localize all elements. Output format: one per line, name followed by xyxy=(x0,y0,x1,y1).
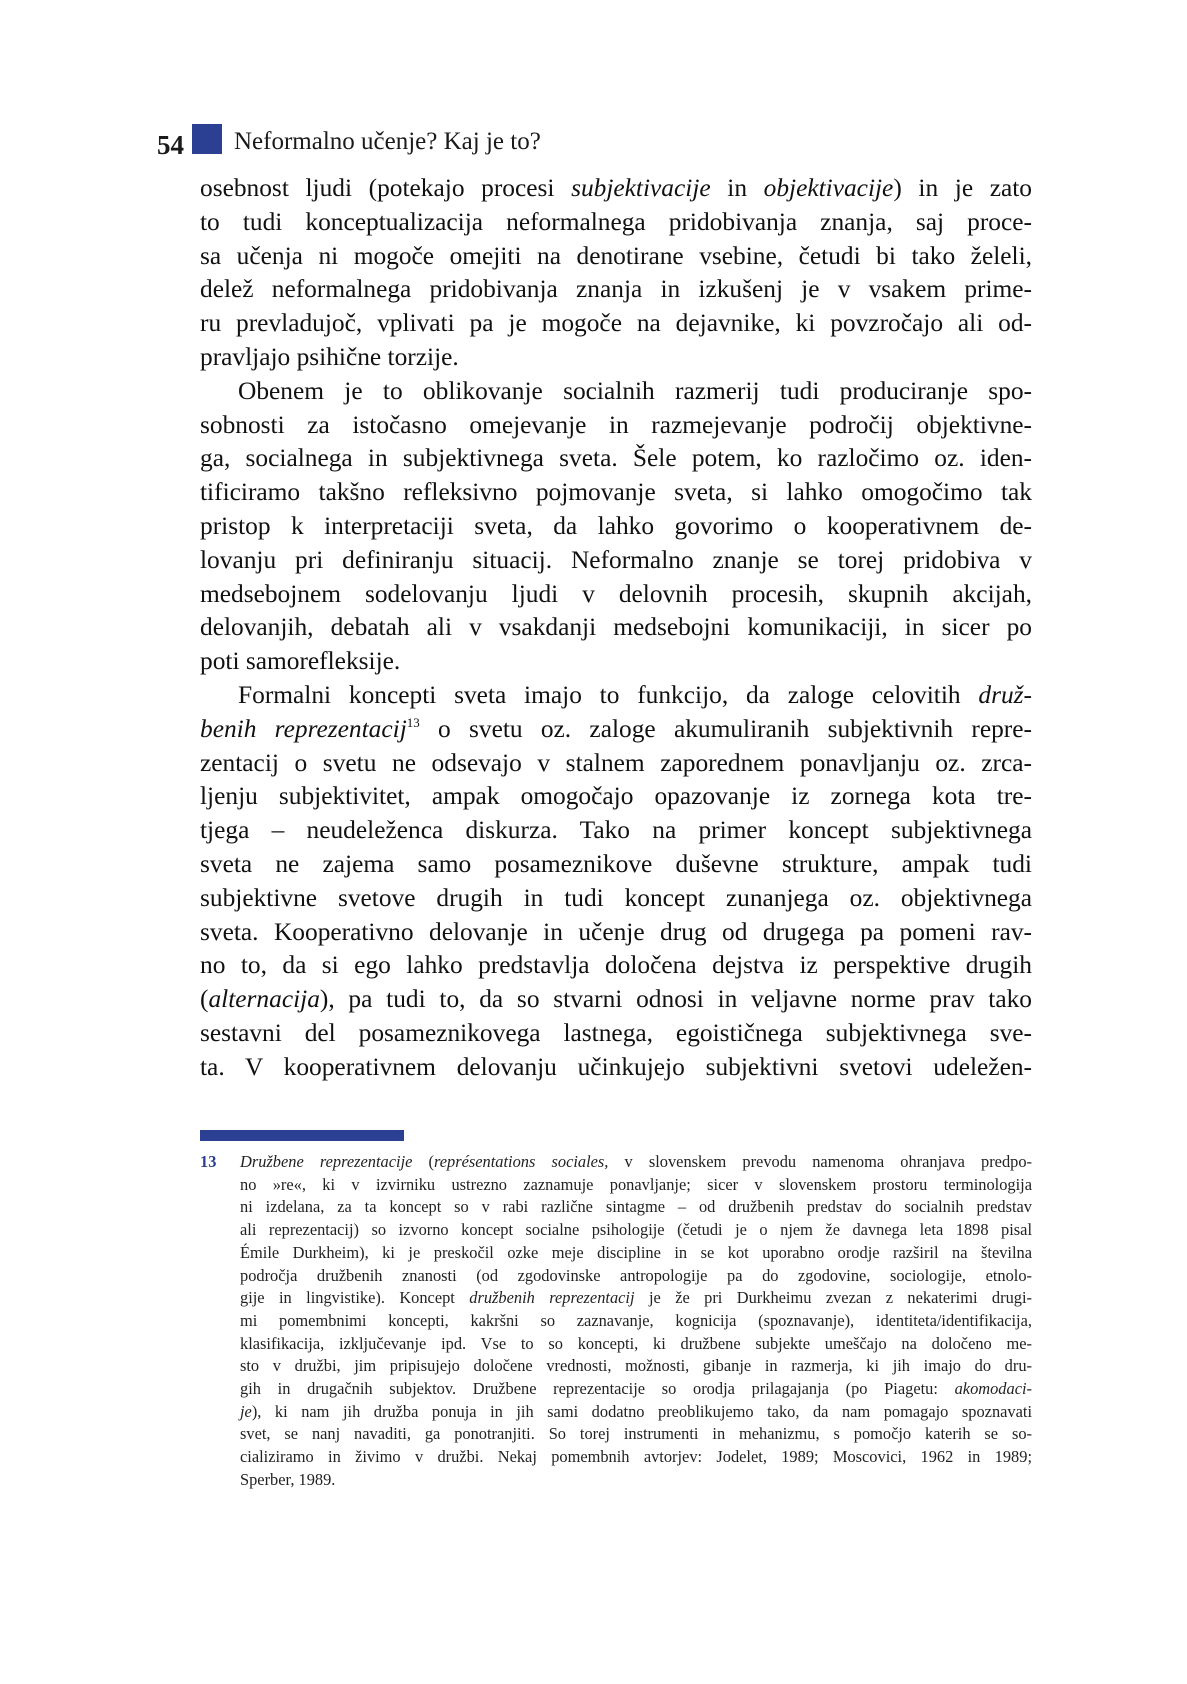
text-run: alternacija xyxy=(208,985,320,1014)
text-run: o svetu oz. zaloge akumuliranih subjektivnih repre- xyxy=(419,714,1032,743)
body-line-text xyxy=(200,273,1032,307)
text-run: ali reprezentacij) so izvorno koncept socialne psihologije (četudi je o njem že davnega leta 1898 pisal xyxy=(240,1220,1032,1240)
body-line xyxy=(200,1017,1032,1051)
text-run: no to, da si ego lahko predstavlja določena dejstva iz perspektive drugih xyxy=(200,951,1032,980)
footnote-line xyxy=(240,1196,1032,1219)
text-run: ( xyxy=(200,985,209,1014)
blue-square-marker-icon xyxy=(192,124,222,154)
text-run: je xyxy=(240,1401,252,1421)
body-line-text xyxy=(200,882,1032,916)
body-line xyxy=(200,679,1032,713)
text-run: pravljajo psihične torzije. xyxy=(200,342,459,371)
body-line-text xyxy=(200,1051,1032,1085)
page-number: 54 xyxy=(157,130,184,160)
text-run: je že pri Durkheimu zvezan z nekaterimi drugi- xyxy=(634,1288,1032,1308)
text-run: ni izdelana, za ta koncept so v rabi različne sintagme – od družbenih predstav do socialnih predstav xyxy=(240,1197,1032,1217)
text-run: objektivacije xyxy=(763,174,894,202)
body-line-text xyxy=(200,949,1032,983)
footnote-line xyxy=(240,1446,1032,1469)
text-run: klasifikacija, izključevanje ipd. Vse to so koncepti, ki družbene subjekte umeščajo na določeno me- xyxy=(240,1333,1032,1353)
body-line-text xyxy=(238,375,1032,409)
footnote-line xyxy=(240,1242,1032,1265)
body-line xyxy=(200,172,1032,206)
text-run: ljenju subjektivitet, ampak omogočajo opazovanje iz zornega kota tre- xyxy=(200,782,1032,811)
body-line xyxy=(200,611,1032,645)
body-line-text xyxy=(200,645,1032,679)
body-line-text xyxy=(200,307,1032,341)
text-run: sa učenja ni mogoče omejiti na denotirane vsebine, četudi bi tako želeli, xyxy=(200,241,1032,270)
footnote-line xyxy=(240,1423,1032,1446)
text-run: sobnosti za istočasno omejevanje in razmejevanje področij objektivne- xyxy=(200,410,1032,439)
body-line xyxy=(200,273,1032,307)
text-run: gije in lingvistike). Koncept xyxy=(240,1288,470,1308)
running-title: Neformalno učenje? Kaj je to? xyxy=(234,128,541,155)
body-line xyxy=(200,307,1032,341)
text-run: ), ki nam jih družba ponuja in jih sami dodatno preoblikujemo tako, da nam pomagajo spoznavati xyxy=(251,1401,1032,1421)
text-run: ), pa tudi to, da so stvarni odnosi in veljavne norme prav tako xyxy=(319,985,1032,1014)
page-header xyxy=(157,118,541,160)
text-run: Obenem je to oblikovanje socialnih razmerij tudi produciranje spo- xyxy=(238,376,1032,405)
text-run: cializiramo in živimo v družbi. Nekaj pomembnih avtorjev: Jodelet, 1989; Moscovici, 1962 in 1989; xyxy=(240,1447,1032,1467)
text-run: mi pomembnimi koncepti, kakršni so zaznavanje, kognicija (spoznavanje), identiteta/identifikacija, xyxy=(240,1310,1032,1330)
footnote-line xyxy=(240,1355,1032,1378)
body-line xyxy=(200,1051,1032,1085)
text-run: représentations sociales, xyxy=(434,1152,609,1171)
body-line-text xyxy=(200,814,1032,848)
text-run: ( xyxy=(412,1152,434,1171)
text-run: poti samorefleksije. xyxy=(200,647,401,676)
footnote-line xyxy=(240,1469,1032,1492)
footnote-line xyxy=(240,1378,1032,1401)
body-line-text xyxy=(200,510,1032,544)
body-line-text xyxy=(200,206,1032,240)
footnote-13 xyxy=(200,1151,1032,1492)
body-line xyxy=(200,814,1032,848)
body-text xyxy=(200,172,1032,1085)
body-line-text xyxy=(200,578,1032,612)
body-line xyxy=(200,949,1032,983)
body-line xyxy=(200,240,1032,274)
footnote-separator-rule xyxy=(200,1130,404,1141)
footnote-line xyxy=(240,1219,1032,1242)
footnote-line xyxy=(240,1333,1032,1356)
text-run: subjektivacije xyxy=(571,174,711,202)
text-run: to tudi konceptualizacija neformalnega pridobivanja znanja, saj proce- xyxy=(200,207,1032,236)
text-run: ) in je zato xyxy=(893,174,1032,202)
body-line xyxy=(200,544,1032,578)
footnote-reference-link[interactable]: 13 xyxy=(406,714,420,730)
body-line xyxy=(200,848,1032,882)
text-run: lovanju pri definiranju situacij. Neformalno znanje se torej pridobiva v xyxy=(200,545,1032,574)
text-run: subjektivne svetove drugih in tudi koncept zunanjega oz. objektivnega xyxy=(200,883,1032,912)
text-run: gih in drugačnih subjektov. Družbene reprezentacije so orodja prilagajanja (po Piagetu: xyxy=(240,1379,955,1399)
text-run: no »re«, ki v izvirniku ustrezno zaznamuje ponavljanje; sicer v slovenskem prostoru terminologija xyxy=(240,1174,1032,1194)
body-line-text xyxy=(200,240,1032,274)
body-line-text xyxy=(200,1017,1032,1051)
body-line-text xyxy=(200,442,1032,476)
body-line xyxy=(200,882,1032,916)
body-line-text xyxy=(200,172,1032,206)
footnote-line xyxy=(240,1174,1032,1197)
footnote-line xyxy=(240,1151,1032,1174)
body-line-text xyxy=(200,747,1032,781)
body-line xyxy=(200,780,1032,814)
text-run: tificiramo takšno refleksivno pojmovanje sveta, si lahko omogočimo tak xyxy=(200,478,1032,507)
text-run: sveta ne zajema samo posameznikove duševne strukture, ampak tudi xyxy=(200,849,1032,878)
text-run: ga, socialnega in subjektivnega sveta. Šele potem, ko razločimo oz. iden- xyxy=(200,444,1032,473)
footnote-text xyxy=(240,1151,1032,1492)
text-run: druž- xyxy=(978,680,1032,709)
text-run: akomodaci- xyxy=(954,1379,1032,1399)
footnote-line xyxy=(240,1401,1032,1424)
body-line-text xyxy=(200,780,1032,814)
text-run: Sperber, 1989. xyxy=(240,1469,336,1489)
body-line-text xyxy=(200,713,1032,747)
text-run: tjega – neudeleženca diskurza. Tako na primer koncept subjektivnega xyxy=(200,816,1032,845)
text-run: in xyxy=(710,174,764,202)
text-run: ta. V kooperativnem delovanju učinkujejo subjektivni svetovi udeležen- xyxy=(200,1052,1032,1081)
text-run: družbenih reprezentacij xyxy=(469,1288,635,1308)
body-line-text xyxy=(200,409,1032,443)
text-run: sto v družbi, jim pripisujejo določene vrednosti, možnosti, gibanje in razmerja, ki jih imajo do dru- xyxy=(240,1356,1032,1376)
body-line-text xyxy=(200,916,1032,950)
text-run: Družbene reprezentacije xyxy=(240,1152,413,1171)
text-run: zentacij o svetu ne odsevajo v stalnem zaporednem ponavljanju oz. zrca- xyxy=(200,748,1032,777)
text-run: Formalni koncepti sveta imajo to funkcijo, da zaloge celovitih xyxy=(238,680,979,709)
body-line xyxy=(200,476,1032,510)
body-line xyxy=(200,578,1032,612)
text-run: benih reprezentacij xyxy=(200,714,407,743)
body-line-text xyxy=(238,679,1032,713)
body-line xyxy=(200,916,1032,950)
body-line xyxy=(200,341,1032,375)
footnote-number: 13 xyxy=(200,1152,217,1171)
footnote-line xyxy=(240,1310,1032,1333)
body-line xyxy=(200,713,1032,747)
text-run: sveta. Kooperativno delovanje in učenje drug od drugega pa pomeni rav- xyxy=(200,917,1032,946)
body-line xyxy=(200,442,1032,476)
text-run: svet, se nanj navaditi, ga ponotranjiti. So torej instrumenti in mehanizmu, s pomočjo katerih se so- xyxy=(240,1424,1032,1444)
body-line-text xyxy=(200,611,1032,645)
body-line-text xyxy=(200,544,1032,578)
text-run: medsebojnem sodelovanju ljudi v delovnih procesih, skupnih akcijah, xyxy=(200,579,1032,608)
text-run: ru prevladujoč, vplivati pa je mogoče na dejavnike, ki povzročajo ali od- xyxy=(200,309,1032,338)
body-line xyxy=(200,409,1032,443)
body-line xyxy=(200,510,1032,544)
text-run: osebnost ljudi (potekajo procesi xyxy=(200,174,572,202)
body-line xyxy=(200,983,1032,1017)
text-run: Émile Durkheim), ki je preskočil ozke meje discipline in se kot uporabno orodje razširil na številna xyxy=(240,1242,1032,1262)
text-run: v slovenskem prevodu namenoma ohranjava predpo- xyxy=(608,1152,1032,1171)
text-run: delovanjih, debatah ali v vsakdanji medsebojni komunikaciji, in sicer po xyxy=(200,613,1032,642)
text-run: delež neformalnega pridobivanja znanja in izkušenj je v vsakem prime- xyxy=(200,275,1032,304)
text-run: sestavni del posameznikovega lastnega, egoističnega subjektivnega sve- xyxy=(200,1018,1032,1047)
text-run: pristop k interpretaciji sveta, da lahko govorimo o kooperativnem de- xyxy=(200,511,1032,540)
text-run: področja družbenih znanosti (od zgodovinske antropologije pa do zgodovine, sociologije, etnolo- xyxy=(240,1265,1032,1285)
body-line-text xyxy=(200,848,1032,882)
body-line xyxy=(200,747,1032,781)
footnote-line xyxy=(240,1287,1032,1310)
body-line xyxy=(200,206,1032,240)
body-line xyxy=(200,375,1032,409)
body-line-text xyxy=(200,983,1032,1017)
body-line-text xyxy=(200,476,1032,510)
footnote-line xyxy=(240,1265,1032,1288)
body-line xyxy=(200,645,1032,679)
body-line-text xyxy=(200,341,1032,375)
